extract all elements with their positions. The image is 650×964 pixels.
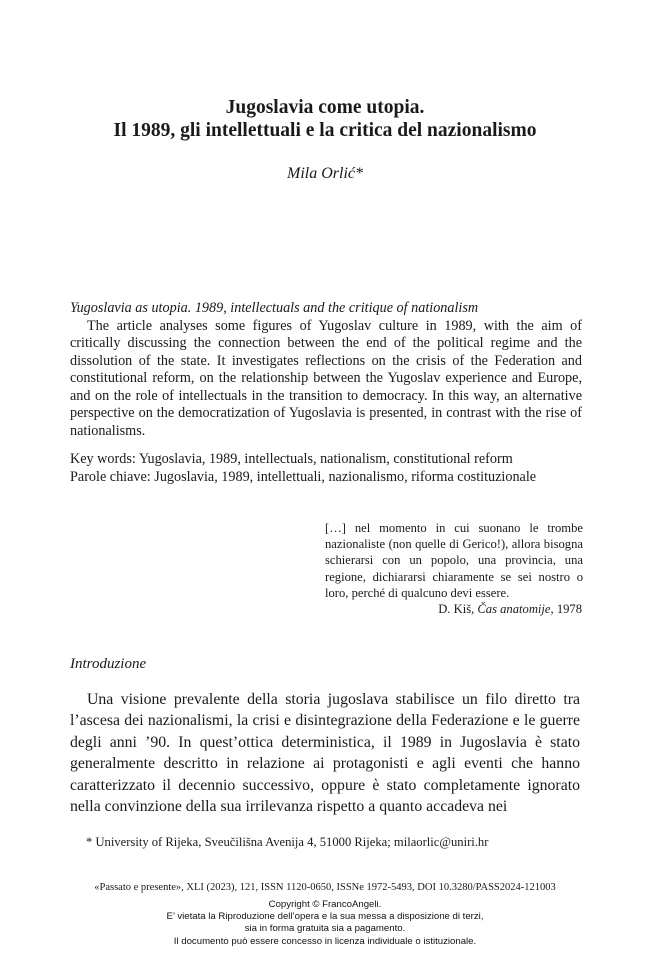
epigraph-author: D. Kiš, — [438, 602, 478, 616]
copyright-notice — [0, 899, 650, 948]
article-title-line-2: Il 1989, gli intellettuali e la critica del nazionalismo — [113, 120, 537, 141]
copyright-line-3: sia in forma gratuita sia a pagamento. — [244, 923, 406, 935]
keywords-italian: Parole chiave: Jugoslavia, 1989, intellettuali, nazionalismo, riforma costituzionale — [70, 468, 537, 485]
article-title-line-1: Jugoslavia come utopia. — [225, 97, 425, 118]
epigraph-work-title: Čas anatomije — [477, 602, 551, 616]
copyright-line-4: Il documento può essere concesso in licenza individuale o istituzionale. — [173, 935, 477, 947]
abstract-text: The article analyses some figures of Yugoslav culture in 1989, with the aim of critically discussing the connection between the end of the political regime and the dissolution of the state. It investigates reflections on the crisis of the Federation and constitutional reform, on the relationship between the Yugoslav experience and Europe, and on the role of intellectuals in the transition to democracy. In this way, an alternative perspective on the democratization of Yugoslavia is presented, in contrast with the rise of nationalisms. — [70, 317, 582, 439]
author-name: Mila Orlić* — [287, 165, 363, 182]
body-paragraph: Una visione prevalente della storia jugoslava stabilisce un filo diretto tra l’ascesa dei nazionalismi, la crisi e disintegrazione della Federazione e le guerre degli anni ’90. In quest’ottica deterministica, il 1989 in Jugoslavia è stato generalmente descritto in relazione ai protagonisti e agli eventi che hanno caratterizzato il decennio successivo, oppure è stato completamente ignorato nella convinzione della sua irrilevanza rispetto a quanto accadeva nei — [70, 691, 580, 816]
abstract-title: Yugoslavia as utopia. 1989, intellectuals and the critique of nationalism — [70, 300, 479, 316]
epigraph-source — [325, 601, 582, 617]
epigraph-year: , 1978 — [550, 602, 582, 616]
keywords-english: Key words: Yugoslavia, 1989, intellectuals, nationalism, constitutional reform — [70, 451, 513, 467]
copyright-line-1: Copyright © FrancoAngeli. — [268, 899, 382, 910]
journal-citation: «Passato e presente», XLI (2023), 121, ISSN 1120-0650, ISSNe 1972-5493, DOI 10.3280/PASS2024-121003 — [94, 882, 556, 893]
keywords-block — [70, 451, 590, 486]
author-affiliation-footnote: * University of Rijeka, Sveučilišna Avenija 4, 51000 Rijeka; milaorlic@uniri.hr — [86, 835, 489, 849]
copyright-line-2: E’ vietata la Riproduzione dell’opera e la sua messa a disposizione di terzi, — [166, 911, 484, 923]
section-heading: Introduzione — [70, 656, 147, 672]
epigraph-quote: […] nel momento in cui suonano le trombe nazionaliste (non quelle di Gerico!), allora bisogna schierarsi con un popolo, una provincia, una regione, dichiararsi chiaramente se sei nostro o loro, perché di qualcuno devi essere. — [325, 521, 583, 600]
